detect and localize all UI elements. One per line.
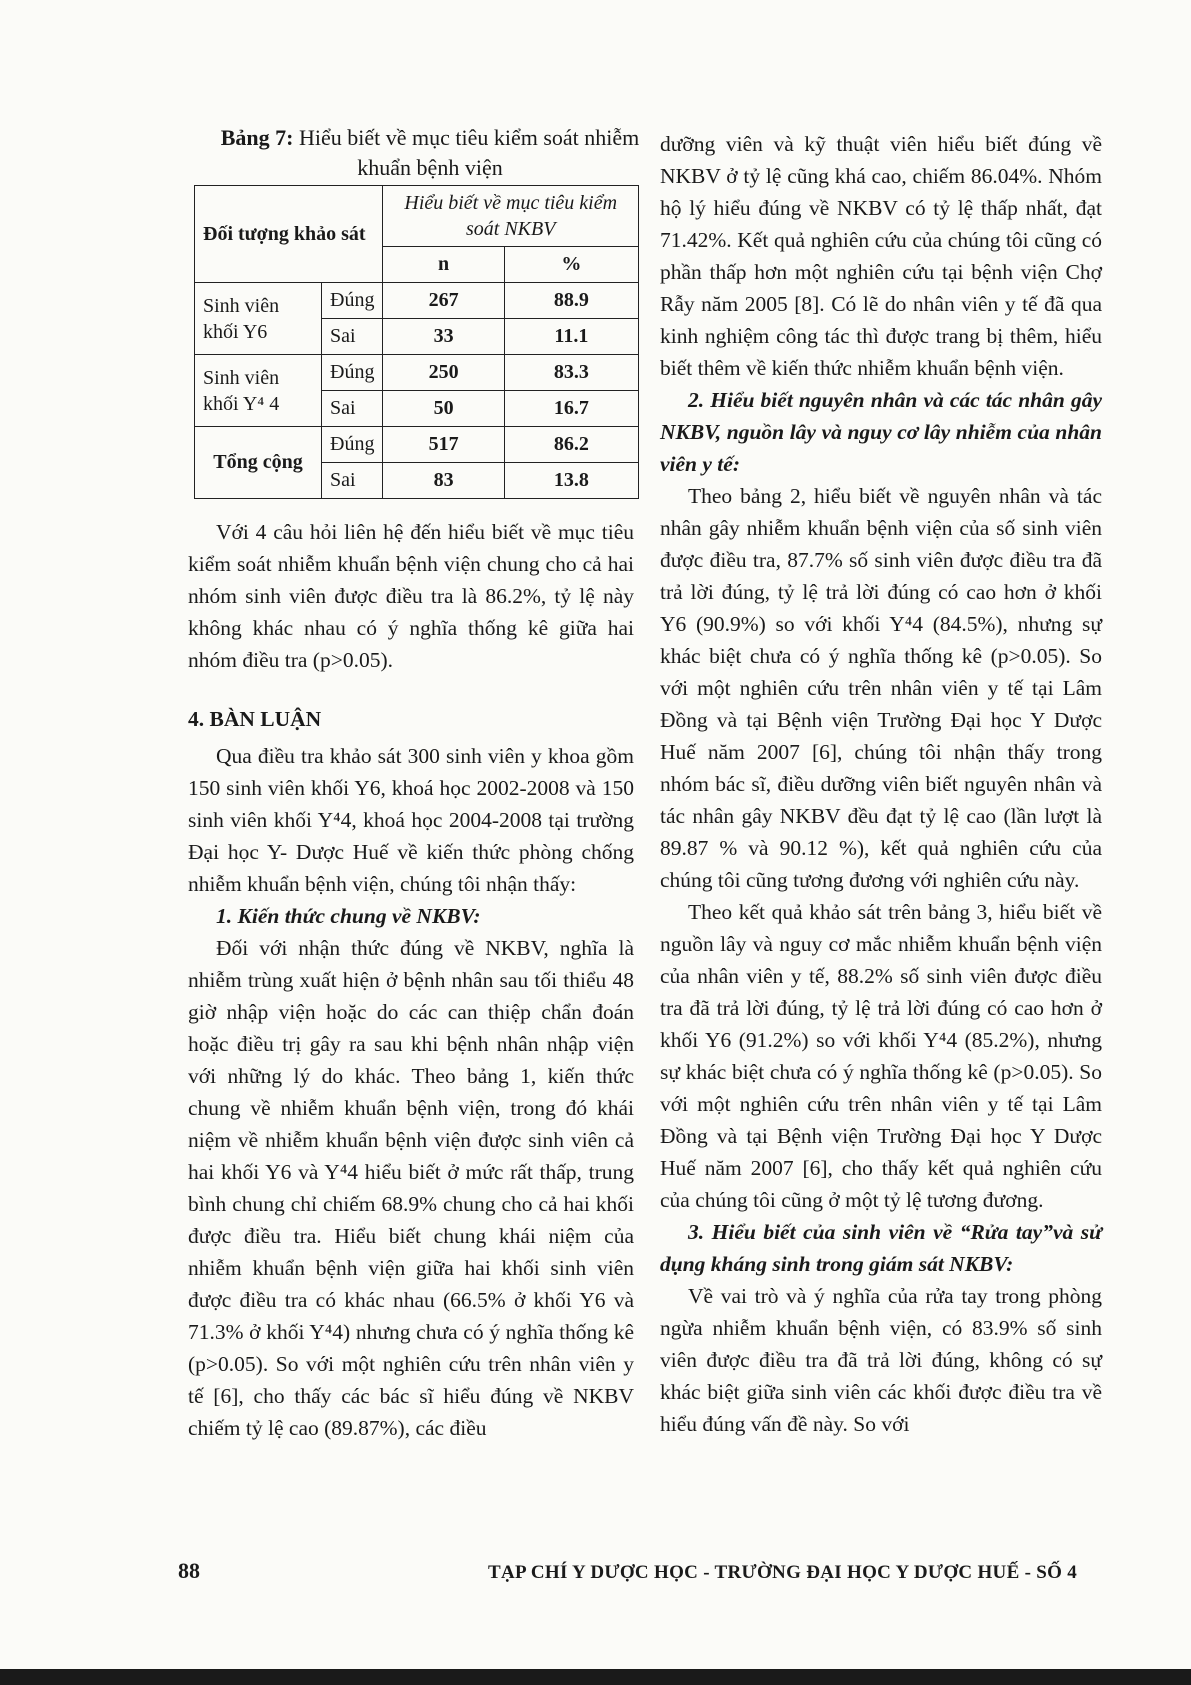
sub1-text: Đối với nhận thức đúng về NKBV, nghĩa là nhiễm trùng xuất hiện ở bệnh nhân sau tối thiểu 48 giờ nhập viện hoặc do các can thiệp chẩn đoán hoặc điều trị gây ra sau khi bệnh nhân nhập viện với những lý do khác. Theo bảng 1, kiến thức chung về nhiễm khuẩn bệnh viện, trong đó khái niệm về nhiễm khuẩn bệnh viện được sinh viên cả hai khối Y6 và Y⁴4 hiểu biết ở mức rất thấp, trung bình chung chỉ chiếm 68.9% chung cho cả hai khối được điều tra. Hiểu biết chung khái niệm của nhiễm khuẩn bệnh viện giữa hai khối sinh viên được điều tra có khác nhau (66.5% ở khối Y6 và 71.3% ở khối Y⁴4) nhưng chưa có ý nghĩa thống kê (p>0.05). So với một nghiên cứu trên nhân viên y tế [6], cho thấy các bác sĩ hiểu đúng về NKBV chiếm tỷ lệ cao (89.87%), các điều	[188, 936, 634, 1440]
table-caption-label: Bảng 7:	[220, 125, 294, 150]
row-pct: 16.7	[504, 391, 638, 427]
row-pct: 83.3	[504, 355, 638, 391]
row-n: 267	[383, 283, 504, 319]
row-pct: 86.2	[504, 427, 638, 463]
table-row	[195, 283, 639, 319]
row-answer: Đúng	[322, 283, 383, 319]
after-table-text: Với 4 câu hỏi liên hệ đến hiểu biết về mục tiêu kiểm soát nhiễm khuẩn bệnh viện chung cho cả hai nhóm sinh viên được điều tra là 86.2%, tỷ lệ này không khác nhau có ý nghĩa thống kê giữa hai nhóm điều tra (p>0.05).	[188, 520, 634, 672]
subheading-2: 2. Hiểu biết nguyên nhân và các tác nhân gây NKBV, nguồn lây và nguy cơ lây nhiễm của nhân viên y tế:	[660, 388, 1102, 476]
row-group: Sinh viên khối Y⁴ 4	[195, 355, 322, 427]
row-n: 83	[383, 463, 504, 499]
right-body	[660, 128, 1102, 1440]
scan-border	[0, 1669, 1191, 1685]
row-group: Sinh viên khối Y6	[195, 283, 322, 355]
row-answer: Sai	[322, 391, 383, 427]
header-n: n	[383, 247, 504, 283]
sub3-text: Về vai trò và ý nghĩa của rửa tay trong phòng ngừa nhiễm khuẩn bệnh viện, có 83.9% số sinh viên được điều tra đã trả lời đúng, không có sự khác biệt giữa sinh viên các khối được điều tra về hiểu đúng vấn đề này. So với	[660, 1284, 1102, 1436]
sub2-para-1: Theo bảng 2, hiểu biết về nguyên nhân và tác nhân gây nhiễm khuẩn bệnh viện của số sinh viên được điều tra, 87.7% số sinh viên được điều tra đã trả lời đúng, tỷ lệ trả lời đúng có cao hơn ở khối Y6 (90.9%) so với khối Y⁴4 (84.5%), nhưng sự khác biệt chưa có ý nghĩa thống kê (p>0.05). So với một nghiên cứu trên nhân viên y tế tại Lâm Đồng và tại Bệnh viện Trường Đại học Y Dược Huế năm 2007 [6], chúng tôi nhận thấy trong nhóm bác sĩ, điều dưỡng viên biết nguyên nhân và tác nhân gây NKBV đều đạt tỷ lệ cao (lần lượt là 89.87 % và 90.12 %), kết quả nghiên cứu của chúng tôi cũng tương đương với nghiên cứu này.	[660, 484, 1102, 892]
page-number: 88	[178, 1558, 200, 1583]
table-7	[194, 185, 639, 499]
row-n: 33	[383, 319, 504, 355]
row-answer: Sai	[322, 319, 383, 355]
row-pct: 13.8	[504, 463, 638, 499]
intro-text: Qua điều tra khảo sát 300 sinh viên y khoa gồm 150 sinh viên khối Y6, khoá học 2002-2008 và 150 sinh viên khối Y⁴4, khoá học 2004-2008 tại trường Đại học Y- Dược Huế về kiến thức phòng chống nhiễm khuẩn bệnh viện, chúng tôi nhận thấy:	[188, 744, 634, 896]
row-n: 517	[383, 427, 504, 463]
row-pct: 11.1	[504, 319, 638, 355]
left-after-table	[188, 516, 634, 676]
journal-footer: TẠP CHÍ Y DƯỢC HỌC - TRƯỜNG ĐẠI HỌC Y DƯỢC HUẾ - SỐ 4	[488, 1562, 1078, 1583]
table-caption	[220, 123, 640, 183]
section-heading: 4. BÀN LUẬN	[188, 707, 322, 731]
row-group: Tổng cộng	[195, 427, 322, 499]
sub2-para-2: Theo kết quả khảo sát trên bảng 3, hiểu biết về nguồn lây và nguy cơ mắc nhiễm khuẩn bệnh viện của nhân viên y tế, 88.2% số sinh viên được điều tra đã trả lời đúng, tỷ lệ trả lời đúng có cao hơn ở khối Y6 (91.2%) so với khối Y⁴4 (85.2%), nhưng sự khác biệt chưa có ý nghĩa thống kê (p>0.05). So với một nghiên cứu trên nhân viên y tế tại Lâm Đồng và tại Bệnh viện Trường Đại học Y Dược Huế năm 2007 [6], cho thấy kết quả nghiên cứu của chúng tôi cũng ở một tỷ lệ tương đương.	[660, 900, 1102, 1212]
row-answer: Sai	[322, 463, 383, 499]
table-row	[195, 355, 639, 391]
row-pct: 88.9	[504, 283, 638, 319]
row-n: 250	[383, 355, 504, 391]
table-caption-text: Hiểu biết về mục tiêu kiểm soát nhiễm khuẩn bệnh viện	[298, 125, 640, 180]
header-pct: %	[504, 247, 638, 283]
table-row	[195, 427, 639, 463]
header-subject: Đối tượng khảo sát	[195, 186, 383, 283]
header-group: Hiểu biết về mục tiêu kiểm soát NKBV	[383, 186, 639, 247]
subheading-3: 3. Hiểu biết của sinh viên về “Rửa tay”và sử dụng kháng sinh trong giám sát NKBV:	[660, 1220, 1102, 1276]
right-cont-text: dưỡng viên và kỹ thuật viên hiểu biết đúng về NKBV ở tỷ lệ cũng khá cao, chiếm 86.04%. Nhóm hộ lý hiểu đúng về NKBV có tỷ lệ thấp nhất, đạt 71.42%. Kết quả nghiên cứu của chúng tôi cũng có phần thấp hơn một nghiên cứu tại bệnh viện Chợ Rẫy năm 2005 [8]. Có lẽ do nhân viên y tế đã qua kinh nghiệm công tác thì được trang bị thêm, hiểu biết thêm về kiến thức nhiễm khuẩn bệnh viện.	[660, 132, 1102, 380]
row-n: 50	[383, 391, 504, 427]
subheading-1: 1. Kiến thức chung về NKBV:	[216, 904, 481, 928]
row-answer: Đúng	[322, 427, 383, 463]
left-body	[188, 740, 634, 1444]
row-answer: Đúng	[322, 355, 383, 391]
